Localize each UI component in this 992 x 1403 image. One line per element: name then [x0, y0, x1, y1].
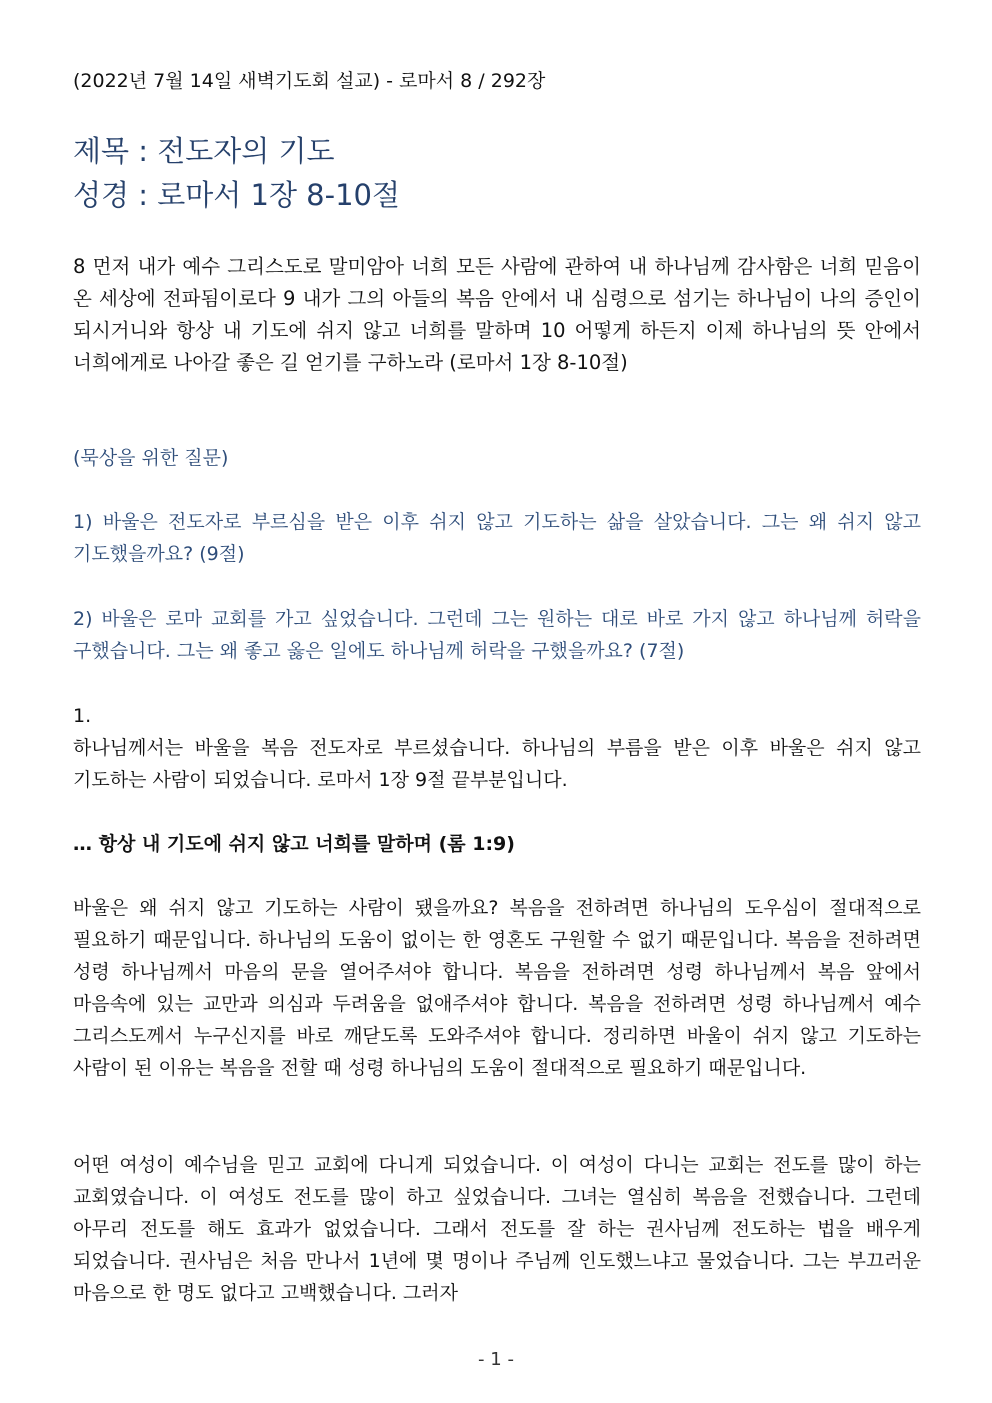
body-paragraph-2: 어떤 여성이 예수님을 믿고 교회에 다니게 되었습니다. 이 여성이 다니는 교회는 전도를 많이 하는 교회였습니다. 이 여성도 전도를 많이 하고 싶었습니다. 그녀는 열심히 복음을 전했습니다. 그런데 아무리 전도를 해도 효과가 없었습니다. 그래서 전도를 잘 하는 권사님께 전도하는 법을 배우게 되었습니다. 권사님은 처음 만나서 1년에 몇 명이나 주님께 인도했느냐고 물었습니다. 그는 부끄러운 마음으로 한 명도 없다고 고백했습니다. 그러자 — [73, 1154, 921, 1304]
scripture-passage: 8 먼저 내가 예수 그리스도로 말미암아 너희 모든 사람에 관하여 내 하나님께 감사함은 너희 믿음이 온 세상에 전파됨이로다 9 내가 그의 아들의 복음 안에서 내 심령으로 섬기는 하나님이 나의 증인이 되시거니와 항상 내 기도에 쉬지 않고 너희를 말하며 10 어떻게 하든지 이제 하나님의 뜻 안에서 너희에게로 나아갈 좋은 길 얻기를 구하노라 (로마서 1장 8-10절) — [73, 255, 921, 374]
meditation-question-2: 2) 바울은 로마 교회를 가고 싶었습니다. 그런데 그는 원하는 대로 바로 가지 않고 하나님께 허락을 구했습니다. 그는 왜 좋고 옳은 일에도 하나님께 허락을 구했을까요? (7절) — [73, 608, 921, 662]
meditation-heading: (묵상을 위한 질문) — [73, 447, 229, 469]
meditation-question-1: 1) 바울은 전도자로 부르심을 받은 이후 쉬지 않고 기도하는 삶을 살았습니다. 그는 왜 쉬지 않고 기도했을까요? (9절) — [73, 511, 921, 565]
section-number: 1. — [73, 705, 92, 727]
body-paragraph-1: 바울은 왜 쉬지 않고 기도하는 사람이 됐을까요? 복음을 전하려면 하나님의 도우심이 절대적으로 필요하기 때문입니다. 하나님의 도움이 없이는 한 영혼도 구원할 수 없기 때문입니다. 복음을 전하려면 성령 하나님께서 마음의 문을 열어주셔야 합니다. 복음을 전하려면 성령 하나님께서 복음 앞에서 마음속에 있는 교만과 의심과 두려움을 없애주셔야 합니다. 복음을 전하려면 성령 하나님께서 예수 그리스도께서 누구신지를 바로 깨닫도록 도와주셔야 합니다. 정리하면 바울이 쉬지 않고 기도하는 사람이 된 이유는 복음을 전할 때 성령 하나님의 도움이 절대적으로 필요하기 때문입니다. — [73, 897, 921, 1079]
section-intro-paragraph: 하나님께서는 바울을 복음 전도자로 부르셨습니다. 하나님의 부름을 받은 이후 바울은 쉬지 않고 기도하는 사람이 되었습니다. 로마서 1장 9절 끝부분입니다. — [73, 737, 921, 791]
sermon-meta-line: (2022년 7월 14일 새벽기도회 설교) - 로마서 8 / 292장 — [73, 70, 546, 92]
sermon-title: 제목 : 전도자의 기도 — [73, 134, 335, 168]
scripture-quote: … 항상 내 기도에 쉬지 않고 너희를 말하며 (롬 1:9) — [73, 833, 515, 855]
scripture-reference-title: 성경 : 로마서 1장 8-10절 — [73, 178, 401, 212]
page-number: - 1 - — [478, 1349, 514, 1370]
